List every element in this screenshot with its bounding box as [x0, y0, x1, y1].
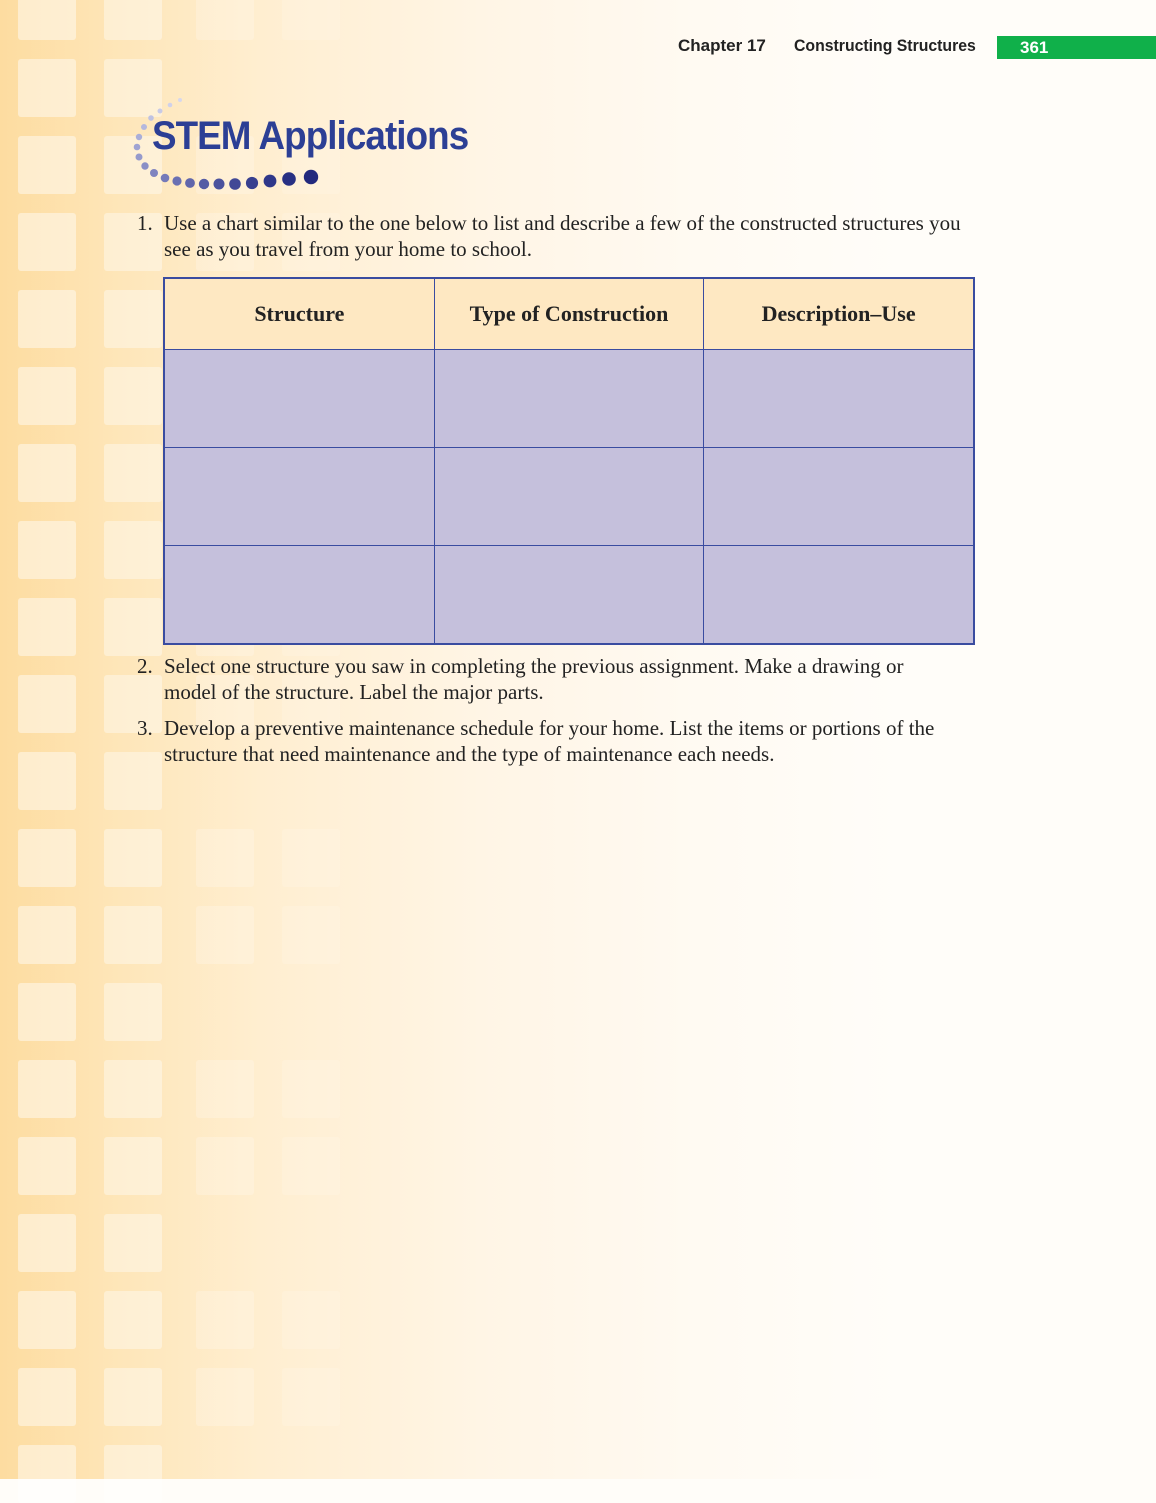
background-tile: [282, 906, 340, 964]
background-tile: [104, 675, 162, 733]
decorative-dot: [185, 178, 195, 188]
background-tile: [104, 1214, 162, 1272]
running-header: [0, 33, 1156, 59]
background-tile: [104, 1060, 162, 1118]
chapter-title: Constructing Structures: [794, 36, 976, 55]
question-3-number: 3.: [137, 716, 153, 740]
background-tile: [18, 752, 76, 810]
question-2-number: 2.: [137, 654, 153, 678]
background-tile: [18, 290, 76, 348]
background-tile: [18, 1214, 76, 1272]
table-cell: [165, 350, 435, 448]
background-tile: [282, 1060, 340, 1118]
column-header-structure: Structure: [165, 279, 435, 350]
background-tile: [18, 598, 76, 656]
background-tile: [18, 1291, 76, 1349]
background-tile: [18, 136, 76, 194]
decorative-dot: [199, 179, 209, 189]
question-3-text: Develop a preventive maintenance schedule for your home. List the items or portions of the structure that need maintenance and the type of maintenance each needs.: [164, 716, 935, 766]
background-tile: [18, 1137, 76, 1195]
background-tile: [282, 1368, 340, 1426]
background-tile: [18, 213, 76, 271]
decorative-dot: [246, 177, 258, 189]
background-tile: [282, 829, 340, 887]
decorative-dot: [229, 178, 241, 190]
background-tile: [18, 983, 76, 1041]
table-row: [165, 546, 974, 644]
background-tile: [104, 1445, 162, 1503]
background-tile: [104, 983, 162, 1041]
decorative-dot: [136, 154, 143, 161]
question-1-number: 1.: [137, 211, 153, 235]
decorative-dot: [158, 109, 163, 114]
background-tile: [196, 906, 254, 964]
background-tile: [196, 1291, 254, 1349]
table-cell: [165, 448, 435, 546]
section-title: STEM Applications: [152, 114, 469, 158]
background-tile: [18, 367, 76, 425]
decorative-dot: [214, 179, 225, 190]
background-tile: [18, 906, 76, 964]
table-cell: [704, 350, 974, 448]
background-tile: [18, 829, 76, 887]
background-tile: [18, 59, 76, 117]
decorative-dot: [161, 174, 170, 183]
background-tile: [18, 1445, 76, 1503]
decorative-dot: [134, 144, 141, 151]
background-tile: [18, 1368, 76, 1426]
background-tile: [104, 906, 162, 964]
decorative-dot: [304, 170, 318, 184]
decorative-dot: [141, 162, 148, 169]
background-tile: [104, 598, 162, 656]
background-tile: [18, 444, 76, 502]
background-tile: [104, 444, 162, 502]
background-tile: [282, 1137, 340, 1195]
column-header-description: Description–Use: [704, 279, 974, 350]
background-tile: [104, 1368, 162, 1426]
background-tile: [104, 213, 162, 271]
table-header-row: [165, 279, 974, 350]
background-tile: [104, 1291, 162, 1349]
structures-chart: [164, 278, 974, 644]
background-tile: [196, 1060, 254, 1118]
decorative-dot: [282, 172, 296, 186]
page-number: 361: [1020, 38, 1049, 57]
question-1-text: Use a chart similar to the one below to list and describe a few of the constructed structures you see as you travel from your home to school.: [164, 211, 961, 261]
background-tile: [104, 290, 162, 348]
table-cell: [434, 546, 704, 644]
background-tile: [104, 752, 162, 810]
table-cell: [165, 546, 435, 644]
table-row: [165, 350, 974, 448]
table-cell: [704, 546, 974, 644]
decorative-dot: [141, 124, 147, 130]
background-tile: [282, 1291, 340, 1349]
table-row: [165, 448, 974, 546]
background-tile: [104, 1137, 162, 1195]
page-number-tab: [997, 36, 1156, 59]
decorative-dot: [172, 176, 181, 185]
background-tile: [18, 521, 76, 579]
background-tile: [196, 1368, 254, 1426]
decorative-dot: [136, 134, 142, 140]
background-tile: [104, 829, 162, 887]
question-2-text: Select one structure you saw in completing the previous assignment. Make a drawing or model of the structure. Label the major parts.: [164, 654, 904, 704]
decorative-dot: [150, 169, 158, 177]
decorative-dot: [178, 98, 182, 102]
background-tile: [196, 829, 254, 887]
background-tile: [18, 1060, 76, 1118]
background-tile: [18, 675, 76, 733]
chapter-label: Chapter 17: [678, 36, 766, 55]
background-tile: [104, 521, 162, 579]
column-header-type: Type of Construction: [434, 279, 704, 350]
table-cell: [704, 448, 974, 546]
background-tile: [104, 367, 162, 425]
decorative-dot: [168, 103, 173, 108]
decorative-dot: [264, 175, 277, 188]
table-cell: [434, 448, 704, 546]
background-tile: [196, 1137, 254, 1195]
table-cell: [434, 350, 704, 448]
